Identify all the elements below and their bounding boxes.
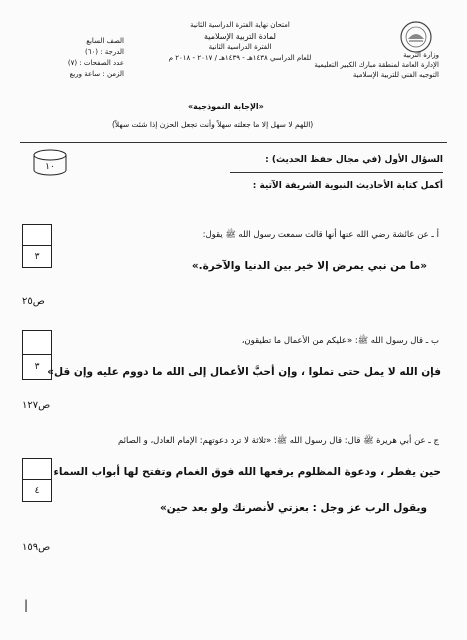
- opening-prayer: (اللهم لا سهل إلا ما جعلته سهلاً وأنت تجعل الحزن إذا شئت سهلاً): [112, 120, 314, 129]
- total-score: ١٠: [45, 162, 55, 172]
- question-title: السؤال الأول (في مجال حفظ الحديث) :: [265, 155, 443, 165]
- title-underline: [230, 172, 443, 173]
- margin-mark: |: [24, 598, 29, 612]
- hadith-text: «ما من نبي يمرض إلا خير بين الدنيا والآخرة.»: [191, 260, 427, 272]
- hadith-intro: ج ـ عن أبي هريرة ﷺ قال: قال رسول الله ﷺ: «ثلاثة لا ترد دعوتهم: الإمام العادل، و الصائم: [118, 436, 439, 446]
- score-box: [22, 458, 52, 502]
- ministry-line: الإدارة العامة لمنطقة مبارك الكبير التعليمية: [314, 61, 439, 69]
- hadith-text: فإن الله لا يمل حتى تملوا ، وإن أحبَّ الأعمال إلى الله ما دووم عليه وإن قل»: [47, 366, 441, 378]
- hadith-intro: أ ـ عن عائشة رضي الله عنها أنها قالت سمعت رسول الله ﷺ يقول:: [202, 230, 439, 240]
- ministry-emblem-icon: [399, 20, 433, 54]
- item-score: ٤: [34, 485, 40, 496]
- hadith-intro: ب ـ قال رسول الله ﷺ: «عليكم من الأعمال ما تطيقون،: [241, 336, 439, 346]
- page-reference: ص١٥٩: [22, 542, 51, 553]
- score-box: [22, 224, 52, 268]
- info-line: عدد الصفحات : (٧): [67, 59, 124, 67]
- hadith-text: حين يفطر ، ودعوة المظلوم يرفعها الله فوق الغمام وتفتح لها أبواب السماء: [53, 466, 441, 478]
- exam-header: [160, 20, 320, 64]
- model-answer-title: «الإجابة النموذجية»: [188, 102, 264, 111]
- exam-line: للعام الدراسي ١٤٣٨هـ - ١٤٣٩هـ / ٢٠١٧ - ٢٠١٨ م: [168, 54, 312, 62]
- exam-line: لمادة التربية الإسلامية: [203, 32, 276, 41]
- info-line: الدرجة : (٦٠): [84, 48, 124, 56]
- item-score: ٣: [34, 251, 40, 262]
- exam-line: امتحان نهاية الفترة الدراسية الثانية: [190, 21, 290, 29]
- header-divider: [20, 142, 447, 143]
- page-reference: ص١٢٧: [22, 400, 51, 411]
- info-line: الصف السابع: [86, 37, 124, 45]
- question-subtitle: أكمل كتابة الأحاديث النبوية الشريفة الآتية :: [252, 181, 443, 191]
- page-reference: ص٢٥: [22, 296, 45, 307]
- item-score: ٣: [34, 362, 40, 372]
- exam-line: الفترة الدراسية الثانية: [208, 43, 272, 51]
- hadith-text: ويقول الرب عز وجل : بعزتي لأنصرنك ولو بعد حين»: [159, 502, 427, 514]
- ministry-line: وزارة التربية: [403, 51, 439, 59]
- ministry-header: [314, 50, 439, 80]
- exam-info: [34, 36, 124, 80]
- info-line: الزمن : ساعة وربع: [69, 70, 124, 78]
- ministry-line: التوجيه الفني للتربية الإسلامية: [352, 71, 439, 79]
